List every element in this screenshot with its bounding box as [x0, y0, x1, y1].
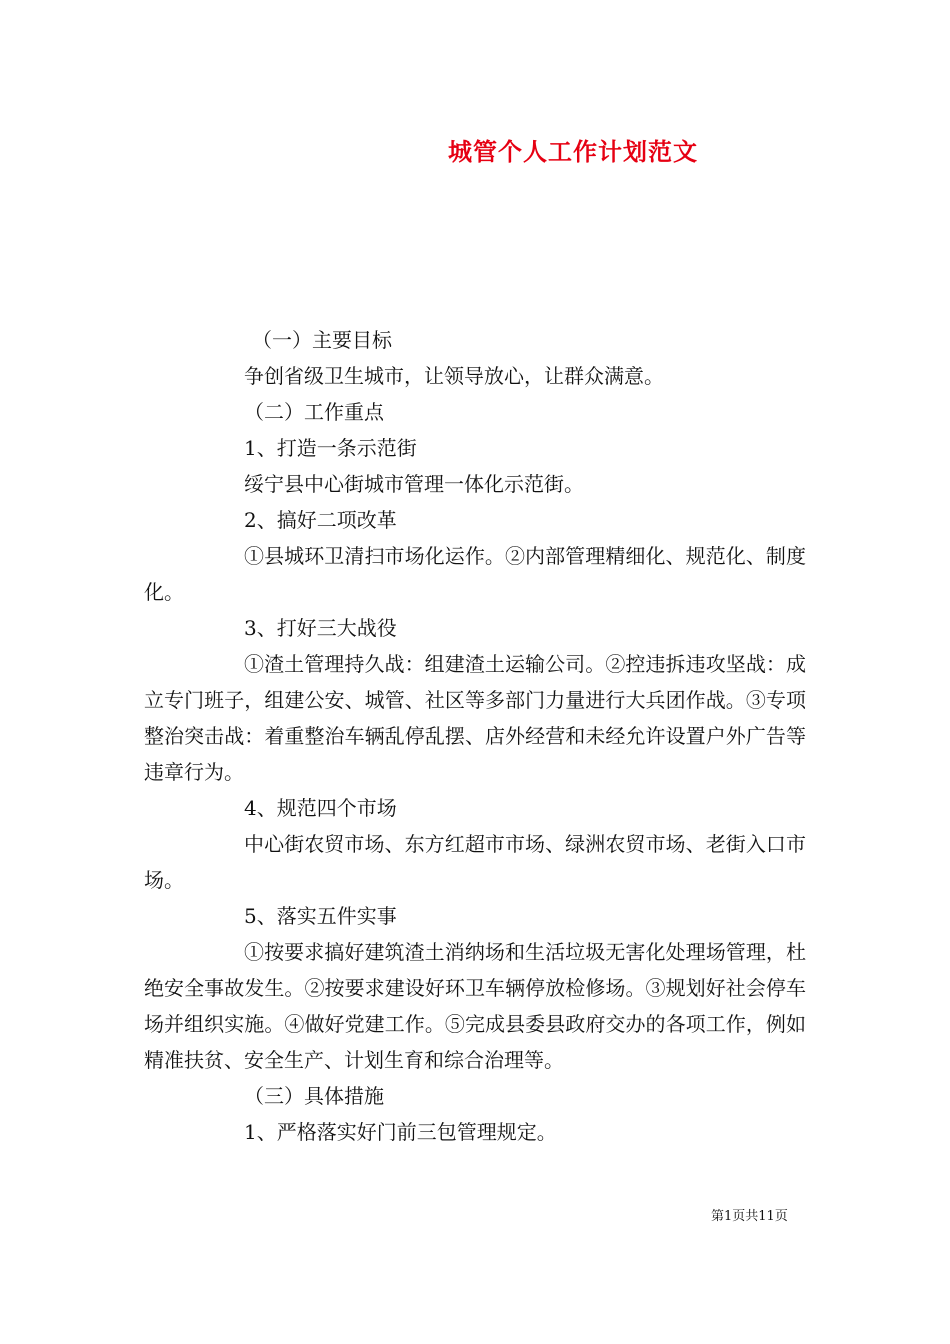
- section-heading-main-goal: （一）主要目标: [252, 328, 392, 352]
- paragraph-item-3: ①渣土管理持久战：组建渣土运输公司。②控违拆违攻坚战：成立专门班子，组建公安、城管、社区等多部门力量进行大兵团作战。③专项整治突击战：着重整治车辆乱停乱摆、店外经营和未经允许设置户外广告等违章行为。: [144, 652, 806, 784]
- section-heading-work-focus: （二）工作重点: [244, 400, 384, 424]
- item-heading-3: 3、打好三大战役: [244, 616, 397, 640]
- paragraph-measure-1: 1、严格落实好门前三包管理规定。: [244, 1120, 557, 1144]
- item-heading-5: 5、落实五件实事: [244, 904, 397, 928]
- paragraph-item-5: ①按要求搞好建筑渣土消纳场和生活垃圾无害化处理场管理，杜绝安全事故发生。②按要求建设好环卫车辆停放检修场。③规划好社会停车场并组织实施。④做好党建工作。⑤完成县委县政府交办的各项工作，例如精准扶贫、安全生产、计划生育和综合治理等。: [144, 940, 806, 1072]
- paragraph-item-1: 绥宁县中心街城市管理一体化示范街。: [244, 472, 584, 496]
- item-heading-4: 4、规范四个市场: [244, 796, 397, 820]
- page-indicator: 第1页共11页: [711, 1209, 788, 1224]
- document-title: 城管个人工作计划范文: [448, 137, 698, 166]
- paragraph-main-goal: 争创省级卫生城市，让领导放心，让群众满意。: [244, 364, 664, 388]
- paragraph-item-2: ①县城环卫清扫市场化运作。②内部管理精细化、规范化、制度化。: [144, 544, 806, 604]
- item-heading-2: 2、搞好二项改革: [244, 508, 397, 532]
- item-heading-1: 1、打造一条示范街: [244, 436, 417, 460]
- paragraph-item-4: 中心街农贸市场、东方红超市市场、绿洲农贸市场、老街入口市场。: [144, 832, 806, 892]
- section-heading-measures: （三）具体措施: [244, 1084, 384, 1108]
- document-body: [144, 322, 806, 1150]
